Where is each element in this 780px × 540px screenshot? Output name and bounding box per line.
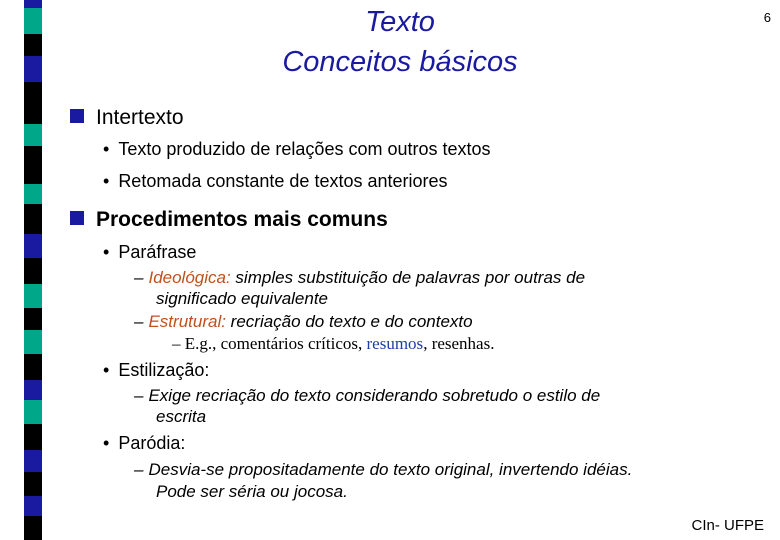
sub-bullet-texto-produzido: • Texto produzido de relações com outros textos bbox=[103, 139, 491, 159]
page-number: 6 bbox=[763, 10, 771, 25]
estilizacao-label: Estilização: bbox=[118, 360, 210, 380]
parodia-continuation: Pode ser séria ou jocosa. bbox=[156, 482, 348, 501]
bullet-intertexto bbox=[70, 106, 184, 130]
sub-bullet-parodia: • Paródia: bbox=[103, 433, 186, 453]
square-bullet-icon bbox=[70, 109, 84, 123]
item-ideologica: – Ideológica: simples substituição de palavras por outras de significado equivalente bbox=[134, 268, 586, 308]
sub-bullet-text: Texto produzido de relações com outros textos bbox=[118, 139, 491, 159]
ideologica-term: Ideológica: bbox=[148, 268, 231, 287]
estrutural-text: recriação do texto e do contexto bbox=[225, 312, 473, 331]
example-highlight: resumos bbox=[366, 334, 424, 353]
sub-bullet-text: Retomada constante de textos anteriores bbox=[118, 171, 448, 191]
example-line: – E.g., comentários críticos, resumos, resenhas. bbox=[172, 334, 495, 353]
sub-bullet-parafrase: • Paráfrase bbox=[103, 242, 197, 262]
estrutural-term: Estrutural: bbox=[148, 312, 226, 331]
example-post: , resenhas. bbox=[423, 334, 495, 353]
parodia-text: Desvia-se propositadamente do texto original, invertendo idéias. bbox=[148, 460, 633, 479]
example-pre: E.g., comentários críticos, bbox=[184, 334, 367, 353]
slide-title-line1: Texto bbox=[365, 6, 435, 38]
bullet-procedimentos-label: Procedimentos mais comuns bbox=[96, 208, 388, 231]
estilizacao-continuation: escrita bbox=[156, 407, 207, 426]
parodia-label: Paródia: bbox=[118, 433, 186, 453]
footer-label: CIn- UFPE bbox=[691, 517, 764, 534]
sub-bullet-estilizacao: • Estilização: bbox=[103, 360, 210, 380]
square-bullet-icon bbox=[70, 211, 84, 225]
sub-bullet-retomada: • Retomada constante de textos anteriores bbox=[103, 171, 448, 191]
decorative-strip bbox=[24, 0, 42, 540]
item-parodia-desc: – Desvia-se propositadamente do texto original, invertendo idéias. Pode ser séria ou jocosa. bbox=[134, 460, 633, 501]
bullet-procedimentos bbox=[70, 208, 388, 232]
ideologica-text: simples substituição de palavras por outras de bbox=[230, 268, 586, 287]
item-estilizacao-desc: – Exige recriação do texto considerando sobretudo o estilo de escrita bbox=[134, 386, 601, 426]
parafrase-label: Paráfrase bbox=[118, 242, 197, 262]
bullet-intertexto-label: Intertexto bbox=[96, 106, 184, 129]
ideologica-continuation: significado equivalente bbox=[156, 289, 329, 308]
estilizacao-text: Exige recriação do texto considerando sobretudo o estilo de bbox=[148, 386, 601, 405]
item-estrutural: – Estrutural: recriação do texto e do contexto bbox=[134, 312, 473, 331]
slide-title-line2: Conceitos básicos bbox=[282, 46, 518, 78]
